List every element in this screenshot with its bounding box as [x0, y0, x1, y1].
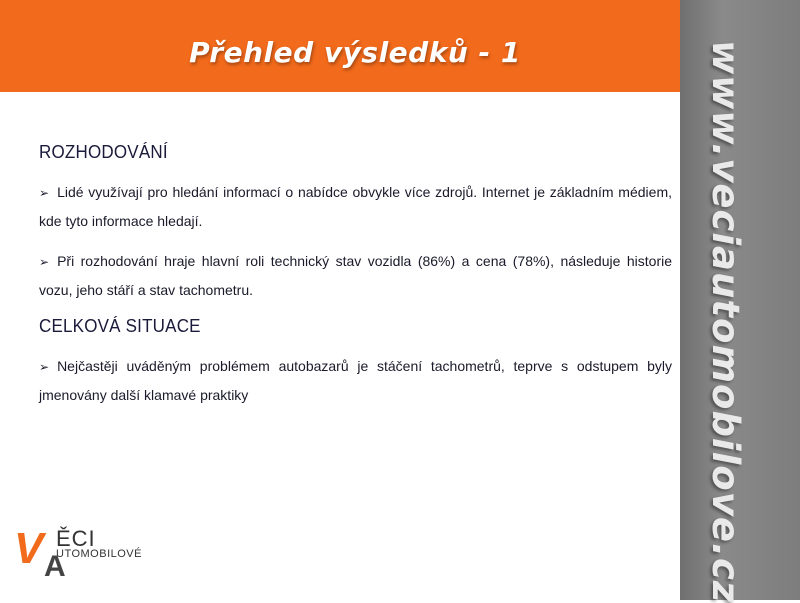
- bullet-text: Lidé využívají pro hledání informací o nabídce obvykle více zdrojů. Internet je základním médiem, kde tyto informace hledají.: [39, 184, 672, 229]
- arrow-bullet-icon: ➢: [39, 186, 50, 200]
- arrow-bullet-icon: ➢: [39, 255, 50, 269]
- section-heading-rozhodovani: ROZHODOVÁNÍ: [39, 142, 168, 163]
- section-heading-celkova-situace: CELKOVÁ SITUACE: [39, 316, 201, 337]
- arrow-bullet-icon: ➢: [39, 360, 50, 374]
- logo-sub-text: UTOMOBILOVÉ: [56, 548, 142, 560]
- logo-a-letter: A: [44, 550, 66, 583]
- page-title: Přehled výsledků - 1: [189, 36, 521, 69]
- logo-v-letter: V: [14, 524, 44, 573]
- bullet-item: [39, 247, 672, 304]
- content-area: [39, 142, 672, 421]
- bullet-item: [39, 352, 672, 409]
- bullet-text: Nejčastěji uváděným problémem autobazarů je stáčení tachometrů, teprve s odstupem byly jmenovány další klamavé praktiky: [39, 358, 672, 403]
- sidebar-url-text: www.veciautomobilove.cz: [704, 40, 747, 603]
- brand-logo: [6, 524, 186, 588]
- bullet-item: [39, 178, 672, 235]
- logo-eci-text: ĚCI: [56, 526, 96, 551]
- bullet-text: Při rozhodování hraje hlavní roli technický stav vozidla (86%) a cena (78%), následuje historie vozu, jeho stáří a stav tachometru.: [39, 253, 672, 298]
